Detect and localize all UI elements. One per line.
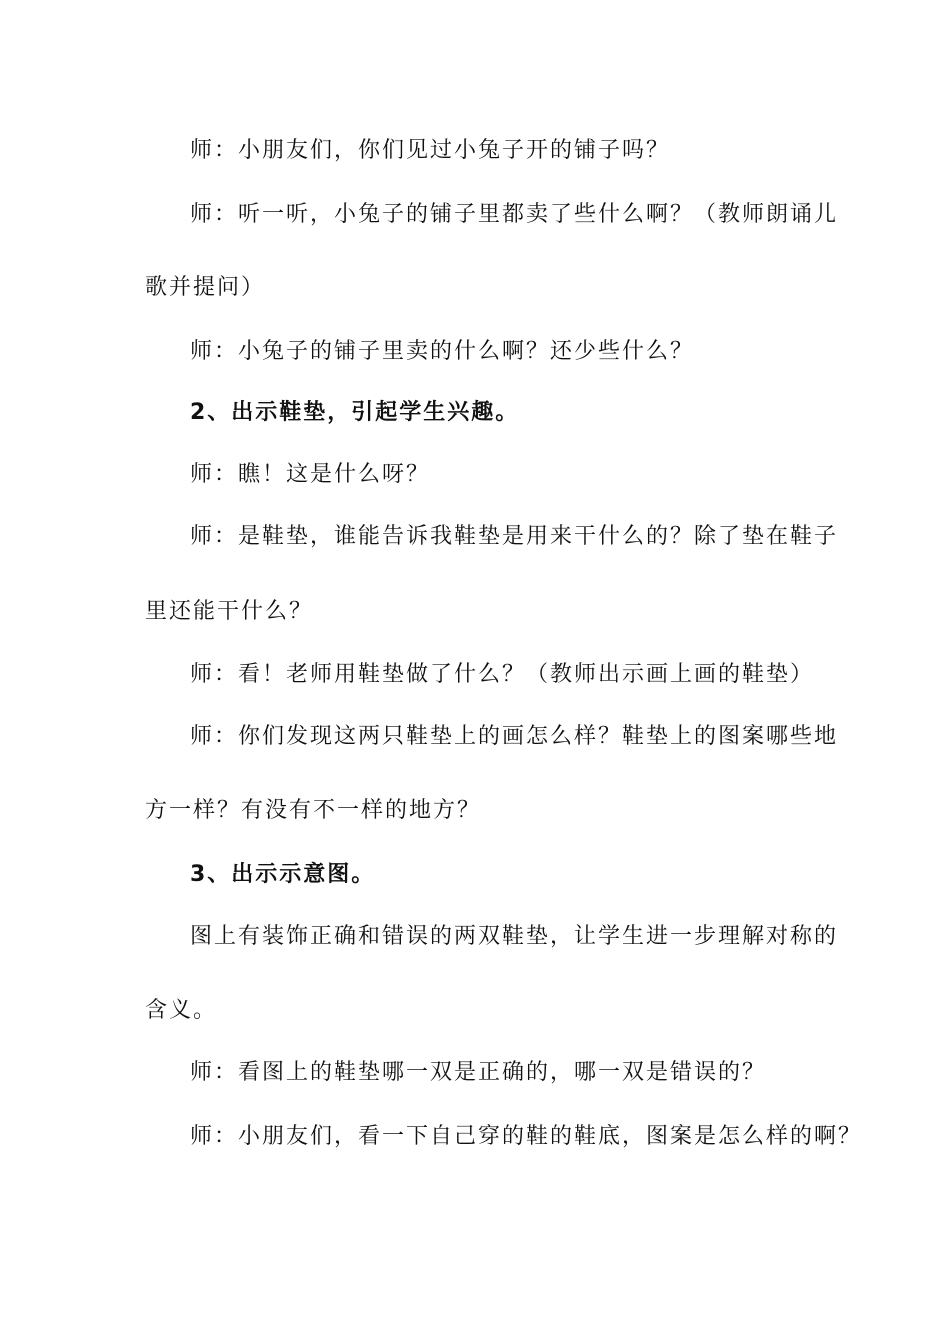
paragraph-5-line-1: 师：瞧！这是什么呀？	[190, 462, 431, 487]
paragraph-10-line-1: 图上有装饰正确和错误的两双鞋垫，让学生进一步理解对称的	[190, 924, 839, 949]
section-heading-3: 3、出示示意图。	[190, 862, 376, 887]
paragraph-12-line-1: 师：小朋友们，看一下自己穿的鞋的鞋底，图案是怎么样的啊？	[190, 1124, 863, 1149]
paragraph-10-line-2: 含义。	[145, 998, 218, 1023]
paragraph-2-line-2: 歌并提问）	[145, 275, 266, 300]
paragraph-7-line-1: 师：看！老师用鞋垫做了什么？（教师出示画上画的鞋垫）	[190, 662, 815, 687]
section-heading-2: 2、出示鞋垫，引起学生兴趣。	[190, 400, 520, 425]
paragraph-8-line-1: 师：你们发现这两只鞋垫上的画怎么样？鞋垫上的图案哪些地	[190, 724, 839, 749]
paragraph-11-line-1: 师：看图上的鞋垫哪一双是正确的，哪一双是错误的？	[190, 1060, 767, 1085]
paragraph-3-line-1: 师：小兔子的铺子里卖的什么啊？还少些什么？	[190, 339, 695, 364]
paragraph-1-line-1: 师：小朋友们，你们见过小兔子开的铺子吗？	[190, 138, 671, 163]
paragraph-8-line-2: 方一样？有没有不一样的地方？	[145, 798, 482, 823]
paragraph-6-line-1: 师：是鞋垫，谁能告诉我鞋垫是用来干什么的？除了垫在鞋子	[190, 524, 839, 549]
paragraph-6-line-2: 里还能干什么？	[145, 599, 314, 624]
paragraph-2-line-1: 师：听一听，小兔子的铺子里都卖了些什么啊？（教师朗诵儿	[190, 202, 839, 227]
